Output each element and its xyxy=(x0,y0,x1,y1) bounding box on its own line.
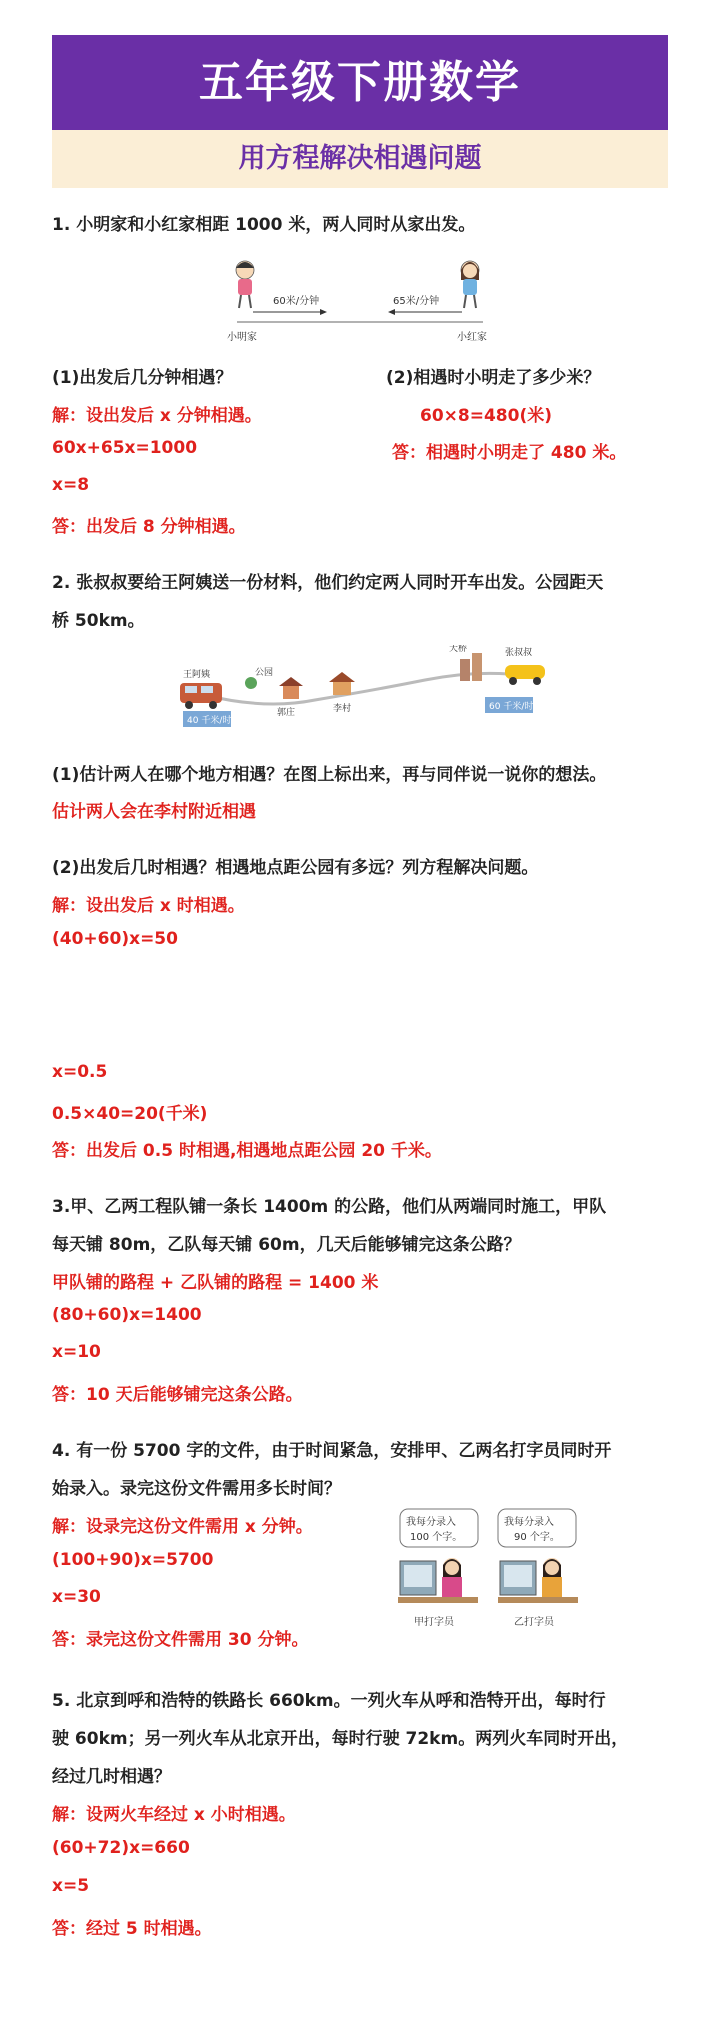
typist-a-figure xyxy=(398,1558,478,1603)
q2-answer-line: 0.5×40=20(千米) xyxy=(52,1104,208,1124)
q3-answer-line: (80+60)x=1400 xyxy=(52,1305,202,1325)
q1-answer-line: 60x+65x=1000 xyxy=(52,438,198,458)
wang-label: 王阿姨 xyxy=(183,670,211,680)
q1-part1-question: (1)出发后几分钟相遇？ xyxy=(52,368,233,388)
guozhuang-label: 郭庄 xyxy=(277,708,296,718)
q2-answer-line: 解：设出发后 x 时相遇。 xyxy=(52,896,245,916)
licun-house-icon xyxy=(333,681,351,695)
guozhuang-house-icon xyxy=(283,685,299,699)
q2-question-line: 桥 50km。 xyxy=(52,611,145,631)
q4-answer-line: 答：录完这份文件需用 30 分钟。 xyxy=(52,1630,309,1650)
xiaohong-figure xyxy=(461,261,479,308)
q4-question-line: 始录入。录完这份文件需用多长时间？ xyxy=(52,1479,341,1499)
q1-answer-line: 答：出发后 8 分钟相遇。 xyxy=(52,517,246,537)
zhang-car xyxy=(505,665,545,685)
typist-a-label: 甲打字员 xyxy=(414,1617,454,1628)
licun-label: 李村 xyxy=(333,704,352,714)
q3-answer-line: x=10 xyxy=(52,1342,101,1362)
q2-part1-question: (1)估计两人在哪个地方相遇？在图上标出来，再与同伴说一说你的想法。 xyxy=(52,765,607,785)
park-label: 公园 xyxy=(255,668,274,678)
page-title: 五年级下册数学 xyxy=(199,57,521,108)
bubble-a-line: 我每分录入 xyxy=(406,1517,456,1528)
q1-part2-question: (2)相遇时小明走了多少米？ xyxy=(386,368,601,388)
q5-question-line: 驶 60km；另一列火车从北京开出，每时行驶 72km。两列火车同时开出， xyxy=(52,1729,629,1749)
q1-part2-answer-line: 答：相遇时小明走了 480 米。 xyxy=(392,443,627,463)
bubble-b-line: 90 个字。 xyxy=(514,1532,560,1543)
right-speed-label: 65米/分钟 xyxy=(393,296,440,307)
wang-car xyxy=(180,683,222,709)
header-title-banner xyxy=(52,35,668,130)
tianqiao-building-icon xyxy=(460,659,470,681)
zhang-speed-label: 60 千米/时 xyxy=(489,702,534,712)
page-subtitle: 用方程解决相遇问题 xyxy=(238,143,482,174)
q2-answer-line: x=0.5 xyxy=(52,1062,108,1082)
q4-answer-line: x=30 xyxy=(52,1587,101,1607)
bubble-b-line: 我每分录入 xyxy=(504,1517,554,1528)
q5-answer-line: x=5 xyxy=(52,1876,90,1896)
q2-part1-answer: 估计两人会在李村附近相遇 xyxy=(52,802,256,822)
typist-b-figure xyxy=(498,1558,578,1603)
bubble-a-line: 100 个字。 xyxy=(410,1532,463,1543)
wang-speed-label: 40 千米/时 xyxy=(187,716,232,726)
q3-answer-line: 甲队铺的路程 + 乙队铺的路程 = 1400 米 xyxy=(52,1273,379,1293)
q2-answer-line: (40+60)x=50 xyxy=(52,929,178,949)
header-subtitle-banner xyxy=(52,130,668,188)
left-speed-label: 60米/分钟 xyxy=(273,296,320,307)
q2-route-map xyxy=(175,645,555,735)
q5-question-line: 5. 北京到呼和浩特的铁路长 660km。一列火车从呼和浩特开出，每时行 xyxy=(52,1691,606,1711)
q2-part2-question: (2)出发后几时相遇？相遇地点距公园有多远？列方程解决问题。 xyxy=(52,858,539,878)
q5-answer-line: 解：设两火车经过 x 小时相遇。 xyxy=(52,1805,296,1825)
park-icon xyxy=(245,677,257,689)
q1-question: 1. 小明家和小红家相距 1000 米，两人同时从家出发。 xyxy=(52,215,476,235)
q5-answer-line: (60+72)x=660 xyxy=(52,1838,190,1858)
q3-answer-line: 答：10 天后能够铺完这条公路。 xyxy=(52,1385,303,1405)
q4-answer-line: (100+90)x=5700 xyxy=(52,1550,214,1570)
q4-question-line: 4. 有一份 5700 字的文件，由于时间紧急，安排甲、乙两名打字员同时开 xyxy=(52,1441,612,1461)
q3-question-line: 3.甲、乙两工程队铺一条长 1400m 的公路，他们从两端同时施工，甲队 xyxy=(52,1197,607,1217)
typist-b-label: 乙打字员 xyxy=(514,1617,554,1628)
left-home-label: 小明家 xyxy=(227,332,257,343)
q1-answer-line: x=8 xyxy=(52,475,90,495)
q5-answer-line: 答：经过 5 时相遇。 xyxy=(52,1919,212,1939)
q5-question-line: 经过几时相遇？ xyxy=(52,1767,171,1787)
xiaoming-figure xyxy=(236,261,254,308)
q2-answer-line: 答：出发后 0.5 时相遇,相遇地点距公园 20 千米。 xyxy=(52,1141,442,1161)
q1-answer-line: 解：设出发后 x 分钟相遇。 xyxy=(52,406,262,426)
q1-part2-answer-line: 60×8=480(米) xyxy=(420,406,552,426)
q2-question-line: 2. 张叔叔要给王阿姨送一份材料，他们约定两人同时开车出发。公园距天 xyxy=(52,573,604,593)
zhang-label: 张叔叔 xyxy=(505,648,533,658)
right-home-label: 小红家 xyxy=(457,332,487,343)
tianqiao-label: 天桥 xyxy=(449,645,468,654)
q4-typists-figure xyxy=(390,1505,590,1640)
q4-answer-line: 解：设录完这份文件需用 x 分钟。 xyxy=(52,1517,313,1537)
q1-diagram xyxy=(225,250,495,345)
q3-question-line: 每天铺 80m，乙队每天铺 60m，几天后能够铺完这条公路？ xyxy=(52,1235,521,1255)
